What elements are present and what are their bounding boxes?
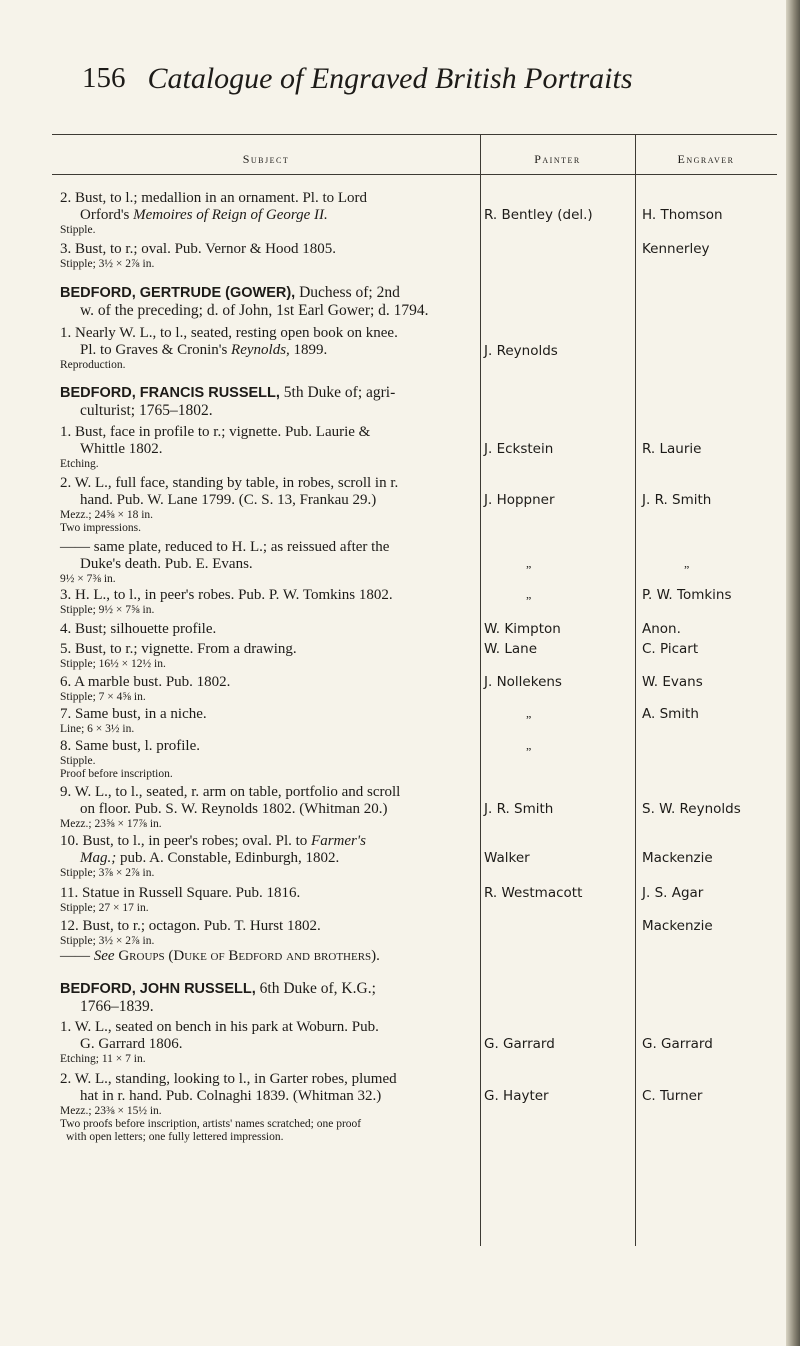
- painter-name: R. Bentley (del.): [484, 207, 593, 223]
- engraver-name: Mackenzie: [642, 850, 713, 866]
- subject-heading: BEDFORD, JOHN RUSSELL, 6th Duke of, K.G.; 1766–1839.: [60, 980, 376, 1015]
- engraver-name: Anon.: [642, 621, 681, 637]
- engraver-name: C. Turner: [642, 1088, 703, 1104]
- running-title: Catalogue of Engraved British Portraits: [147, 62, 633, 95]
- list-item: 9. W. L., to l., seated, r. arm on table, portfolio and scroll on floor. Pub. S. W. Reynolds 1802. (Whitman 20.) Mezz.; 23⅝ × 17⅞ in.: [60, 784, 401, 830]
- list-item: 3. Bust, to r.; oval. Pub. Vernor & Hood 1805. Stipple; 3½ × 2⅞ in.: [60, 241, 336, 270]
- list-item: 8. Same bust, l. profile. Stipple. Proof before inscription.: [60, 738, 200, 780]
- column-header-subject: Subject: [242, 152, 290, 166]
- list-item: 1. Bust, face in profile to r.; vignette. Pub. Laurie & Whittle 1802. Etching.: [60, 424, 371, 470]
- ditto-mark: „: [526, 738, 532, 752]
- painter-name: J. Hoppner: [484, 492, 555, 508]
- engraver-name: P. W. Tomkins: [642, 587, 732, 603]
- engraver-name: J. R. Smith: [642, 492, 712, 508]
- engraver-name: G. Garrard: [642, 1036, 713, 1052]
- column-header-engraver: Engraver: [677, 152, 735, 166]
- painter-name: W. Kimpton: [484, 621, 561, 637]
- engraver-name: A. Smith: [642, 706, 699, 722]
- page-edge-shadow: [786, 0, 800, 1346]
- list-item: 2. Bust, to l.; medallion in an ornament. Pl. to Lord Orford's Memoires of Reign of George II. Stipple.: [60, 190, 368, 236]
- engraver-name: S. W. Reynolds: [642, 801, 741, 817]
- list-item: 2. W. L., standing, looking to l., in Garter robes, plumed hat in r. hand. Pub. Colnaghi 1839. (Whitman 32.) Mezz.; 23⅜ × 15½ in. Two proofs before inscription, artists' names scratched; one proof with open letters; one fully lettered impression.: [60, 1071, 397, 1143]
- page-header: [0, 62, 780, 102]
- list-item: 12. Bust, to r.; octagon. Pub. T. Hurst 1802. Stipple; 3½ × 2⅞ in. —— See Groups (Duke of Bedford and brothers).: [60, 918, 380, 964]
- painter-name: W. Lane: [484, 641, 538, 657]
- list-item: 11. Statue in Russell Square. Pub. 1816. Stipple; 27 × 17 in.: [60, 885, 301, 914]
- engraver-name: J. S. Agar: [642, 885, 704, 901]
- list-item: 2. W. L., full face, standing by table, in robes, scroll in r. hand. Pub. W. Lane 1799. (C. S. 13, Frankau 29.) Mezz.; 24⅝ × 18 in. Two impressions.: [60, 475, 399, 534]
- list-item: 1. W. L., seated on bench in his park at Woburn. Pub. G. Garrard 1806. Etching; 11 × 7 in.: [60, 1019, 379, 1065]
- engraver-name: Mackenzie: [642, 918, 713, 934]
- page-number: 156: [82, 62, 126, 94]
- ditto-mark: „: [684, 556, 690, 570]
- painter-name: J. R. Smith: [484, 801, 554, 817]
- list-item: 6. A marble bust. Pub. 1802. Stipple; 7 × 4⅝ in.: [60, 674, 231, 703]
- painter-name: J. Nollekens: [484, 674, 562, 690]
- column-header-painter: Painter: [534, 152, 581, 166]
- header-rule: [52, 174, 777, 175]
- list-item: 10. Bust, to l., in peer's robes; oval. Pl. to Farmer's Mag.; pub. A. Constable, Edinburgh, 1802. Stipple; 3⅞ × 2⅞ in.: [60, 833, 366, 879]
- list-item: —— same plate, reduced to H. L.; as reissued after the Duke's death. Pub. E. Evans. 9½ × 7⅜ in.: [60, 539, 390, 585]
- painter-name: G. Hayter: [484, 1088, 549, 1104]
- painter-name: J. Eckstein: [484, 441, 554, 457]
- list-item: 5. Bust, to r.; vignette. From a drawing. Stipple; 16½ × 12½ in.: [60, 641, 297, 670]
- list-item: 7. Same bust, in a niche. Line; 6 × 3½ in.: [60, 706, 207, 735]
- list-item: 1. Nearly W. L., to l., seated, resting open book on knee. Pl. to Graves & Cronin's Reynolds, 1899. Reproduction.: [60, 325, 398, 371]
- ditto-mark: „: [526, 587, 532, 601]
- catalogue-table: [52, 134, 777, 1246]
- table-top-rule: [52, 134, 777, 135]
- painter-name: G. Garrard: [484, 1036, 555, 1052]
- ditto-mark: „: [526, 706, 532, 720]
- subject-heading: BEDFORD, FRANCIS RUSSELL, 5th Duke of; agri- culturist; 1765–1802.: [60, 384, 396, 419]
- subject-heading: BEDFORD, GERTRUDE (GOWER), Duchess of; 2nd w. of the preceding; d. of John, 1st Earl Gower; d. 1794.: [60, 284, 429, 319]
- ditto-mark: „: [526, 556, 532, 570]
- engraver-name: R. Laurie: [642, 441, 702, 457]
- engraver-name: C. Picart: [642, 641, 699, 657]
- column-divider-1: [480, 134, 481, 1246]
- column-divider-2: [635, 134, 636, 1246]
- list-item: 3. H. L., to l., in peer's robes. Pub. P. W. Tomkins 1802. Stipple; 9½ × 7⅝ in.: [60, 587, 393, 616]
- list-item: 4. Bust; silhouette profile.: [60, 621, 217, 637]
- engraver-name: H. Thomson: [642, 207, 723, 223]
- painter-name: R. Westmacott: [484, 885, 583, 901]
- engraver-name: Kennerley: [642, 241, 710, 257]
- painter-name: Walker: [484, 850, 530, 866]
- engraver-name: W. Evans: [642, 674, 703, 690]
- painter-name: J. Reynolds: [484, 343, 558, 359]
